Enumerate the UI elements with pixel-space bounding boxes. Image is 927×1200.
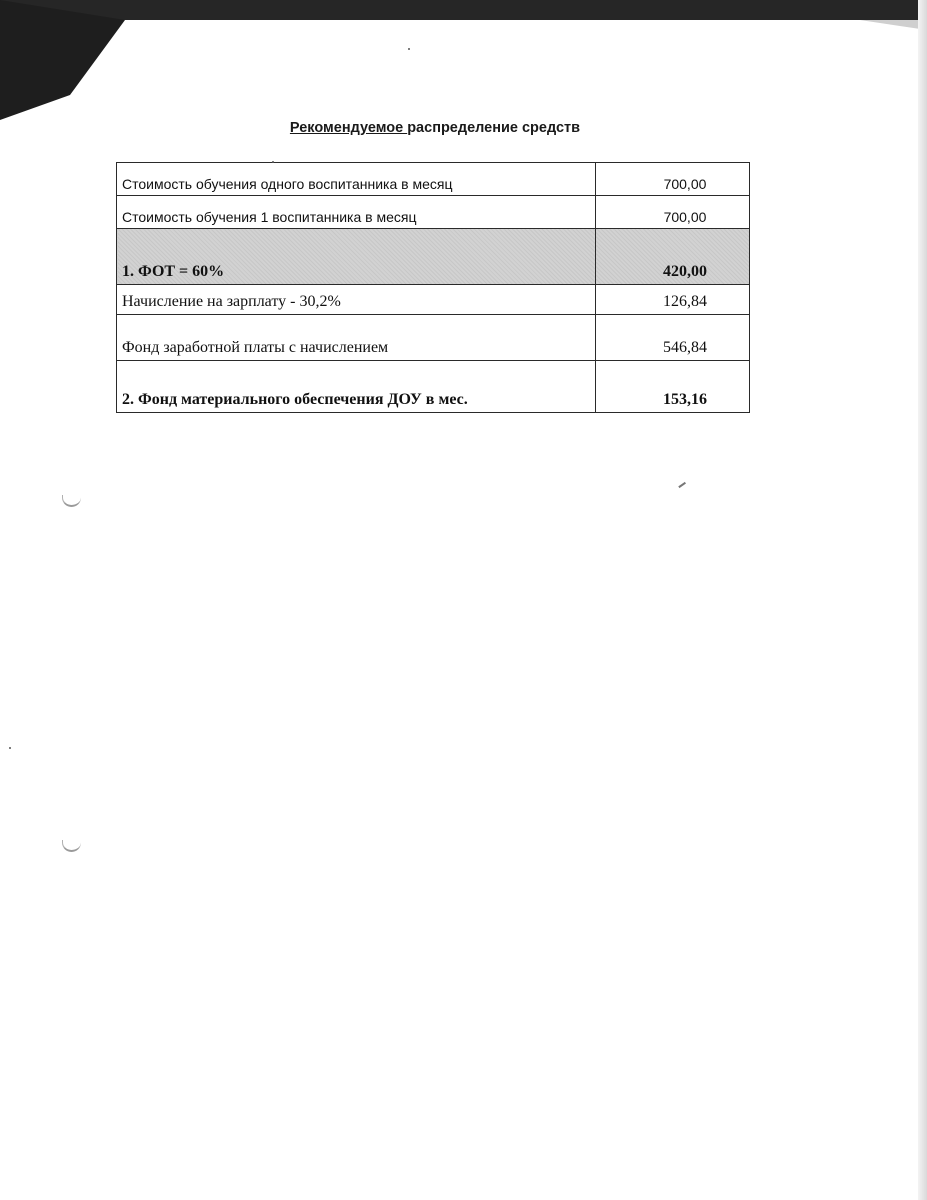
punch-hole-mark [62,495,81,507]
table-row [117,285,750,315]
row-label: Начисление на зарплату - 30,2% [117,285,596,315]
table-row [117,196,750,229]
row-value: 420,00 [596,229,750,285]
row-label: Фонд заработной платы с начислением [117,315,596,361]
scanner-edge [918,0,927,1200]
row-label: Стоимость обучения одного воспитанника в месяц [117,163,596,196]
scanner-border [0,0,927,20]
row-value: 126,84 [596,285,750,315]
table-row [117,315,750,361]
scan-scratch [678,482,685,488]
row-value: 546,84 [596,315,750,361]
row-label: 1. ФОТ = 60% [117,229,596,285]
scan-speck [408,48,410,50]
funds-distribution-table [116,162,750,413]
row-value: 700,00 [596,196,750,229]
table-row [117,361,750,413]
row-value: 700,00 [596,163,750,196]
scan-speck [9,747,11,749]
scan-speck [272,161,274,163]
row-value: 153,16 [596,361,750,413]
document-title [0,120,870,136]
punch-hole-mark [62,840,81,852]
row-label: 2. Фонд материального обеспечения ДОУ в мес. [117,361,596,413]
row-label: Стоимость обучения 1 воспитанника в месяц [117,196,596,229]
table-row [117,163,750,196]
title-rest: распределение средств [407,120,581,136]
title-underlined-word: Рекомендуемое [289,120,408,136]
table-row-highlighted [117,229,750,285]
